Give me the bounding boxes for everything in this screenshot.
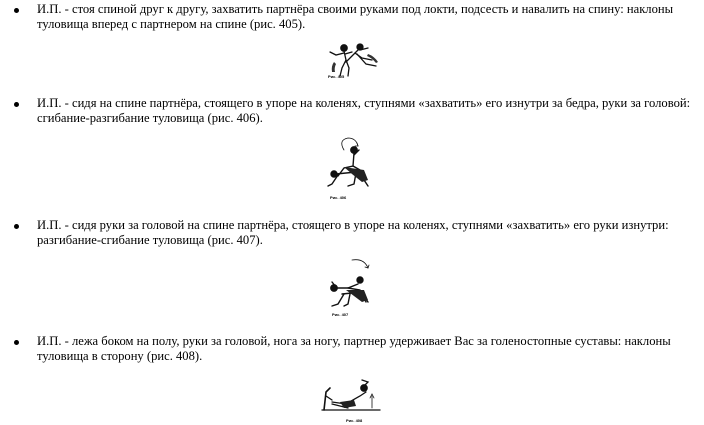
bullet	[14, 8, 19, 13]
exercise-description: И.П. - стоя спиной друг к другу, захватить партнёра своими руками под локти, подсесть и навалить на спину: наклоны туловища вперед с партнером на спине (рис. 405).	[37, 2, 674, 31]
bullet	[14, 102, 19, 107]
two-partners-back-lift-figure	[322, 42, 384, 78]
figure-caption: Рис. 408	[346, 418, 363, 423]
bullet	[14, 224, 19, 229]
side-lying-bends-figure	[320, 374, 382, 423]
extension-on-partner-back-figure	[322, 254, 378, 317]
figure-caption: Рис. 407	[332, 312, 349, 317]
sitting-on-partner-back-figure	[324, 136, 376, 198]
exercise-description: И.П. - сидя руки за головой на спине партнёра, стоящего в упоре на коленях, ступнями «захватить» его руки изнутри: разгибание-сгибание туловища (рис. 407).	[37, 218, 669, 247]
figure-caption: Рис. 406	[330, 195, 347, 200]
exercise-description: И.П. - лежа боком на полу, руки за головой, нога за ногу, партнер удерживает Вас за голеностопные суставы: наклоны туловища в сторону (рис. 408).	[37, 334, 671, 363]
bullet	[14, 340, 19, 345]
figure-caption: Рис. 405	[328, 74, 345, 79]
exercise-description: И.П. - сидя на спине партнёра, стоящего в упоре на коленях, ступнями «захватить» его изнутри за бедра, руки за головой: сгибание-разгибание туловища (рис. 406).	[37, 96, 691, 125]
